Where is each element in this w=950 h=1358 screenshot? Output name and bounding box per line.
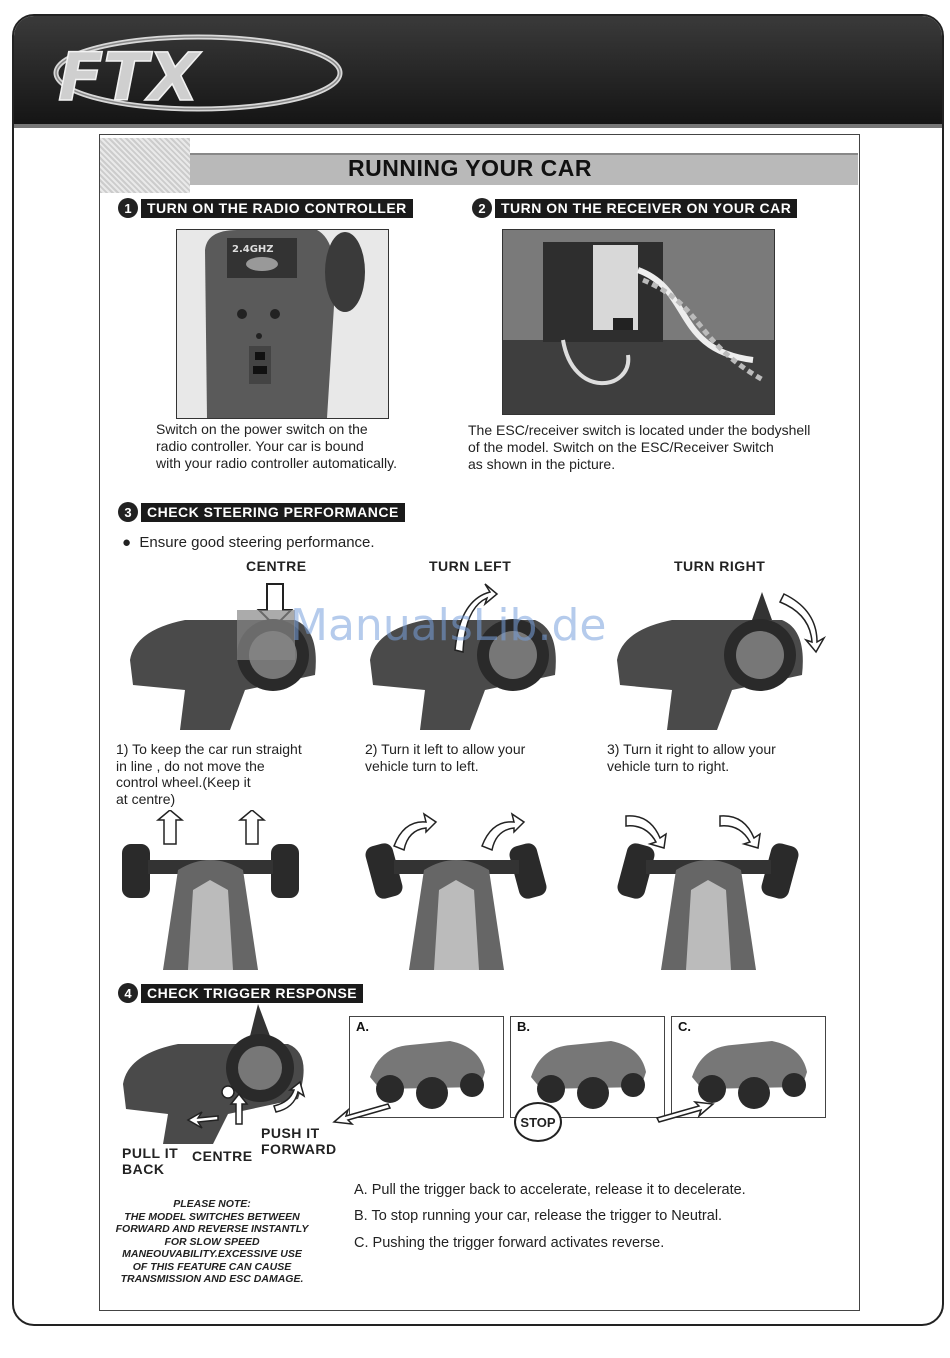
watermark: ManualsLib.de xyxy=(290,600,607,651)
trigger-item-c: C. Pushing the trigger forward activates reverse. xyxy=(354,1235,665,1251)
section-4-label: CHECK TRIGGER RESPONSE xyxy=(141,984,363,1003)
car-straight-illustration xyxy=(118,810,303,970)
forward-arrow-icon xyxy=(332,1100,392,1126)
turn-left-text: 2) Turn it left to allow your vehicle turn to left. xyxy=(365,741,526,774)
section-1-text: Switch on the power switch on the radio controller. Your car is bound with your radio controller automatically. xyxy=(156,421,397,471)
controller-right-illustration xyxy=(612,580,827,735)
section-2-text: The ESC/receiver switch is located under the bodyshell of the model. Switch on the ESC/Receiver Switch as shown in the picture. xyxy=(468,422,811,472)
section-4-header xyxy=(118,984,363,1002)
trigger-item-a: A. Pull the trigger back to accelerate, release it to decelerate. xyxy=(354,1182,746,1198)
panel-b-label: B. xyxy=(517,1019,530,1034)
section-2-label: TURN ON THE RECEIVER ON YOUR CAR xyxy=(495,199,797,218)
reverse-arrow-icon xyxy=(655,1100,715,1126)
section-3-label: CHECK STEERING PERFORMANCE xyxy=(141,503,405,522)
tx-brand-label: 2.4GHZ xyxy=(232,244,274,255)
panel-c-label: C. xyxy=(678,1019,691,1034)
section-1-number: 1 xyxy=(118,198,138,218)
turn-left-heading: TURN LEFT xyxy=(429,558,512,574)
trigger-item-b: B. To stop running your car, release the trigger to Neutral. xyxy=(354,1208,723,1224)
centre-text: 1) To keep the car run straight in line , do not move the control wheel.(Keep it at centre) xyxy=(116,741,302,807)
steering-bullet-text: Ensure good steering performance. xyxy=(139,534,375,551)
scan-artifact xyxy=(100,138,190,193)
section-1-header xyxy=(118,199,413,217)
ftx-logo xyxy=(28,28,348,118)
steering-bullet: ● Ensure good steering performance. xyxy=(122,534,375,551)
turn-right-text: 3) Turn it right to allow your vehicle turn to right. xyxy=(607,741,776,774)
pull-back-label: PULL IT BACK xyxy=(122,1145,179,1177)
car-left-illustration xyxy=(364,810,549,970)
section-2-header xyxy=(472,199,797,217)
push-forward-label: PUSH IT FORWARD xyxy=(261,1125,337,1157)
header-divider xyxy=(14,124,942,128)
section-4-number: 4 xyxy=(118,983,138,1003)
radio-controller-photo xyxy=(176,229,389,419)
receiver-photo xyxy=(502,229,775,415)
car-right-illustration xyxy=(616,810,801,970)
page-title: RUNNING YOUR CAR xyxy=(348,155,592,181)
section-3-number: 3 xyxy=(118,502,138,522)
logo-text: FTX xyxy=(58,39,199,116)
turn-right-heading: TURN RIGHT xyxy=(674,558,766,574)
centre-heading: CENTRE xyxy=(246,558,307,574)
section-1-label: TURN ON THE RADIO CONTROLLER xyxy=(141,199,413,218)
centre-label: CENTRE xyxy=(192,1148,253,1164)
please-note-text: PLEASE NOTE: THE MODEL SWITCHES BETWEEN FORWARD AND REVERSE INSTANTLY FOR SLOW SPEED MANEOUVABILITY.EXCESSIVE USE OF THIS FEATURE CAN CAUSE TRANSMISSION AND ESC DAMAGE. xyxy=(115,1198,309,1285)
stop-badge: STOP xyxy=(514,1102,562,1142)
section-2-number: 2 xyxy=(472,198,492,218)
panel-a-label: A. xyxy=(356,1019,369,1034)
section-3-header xyxy=(118,503,405,521)
